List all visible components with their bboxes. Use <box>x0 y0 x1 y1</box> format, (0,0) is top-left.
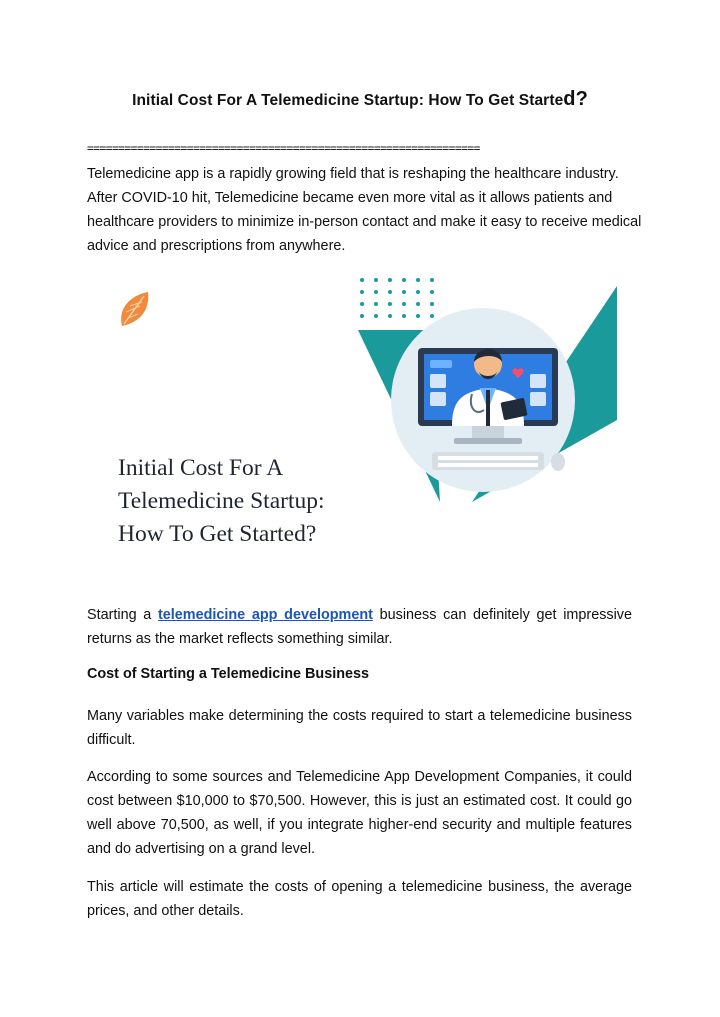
variables-paragraph: Many variables make determining the costs required to start a telemedicine business difficult. <box>87 708 632 748</box>
article-paragraph: This article will estimate the costs of opening a telemedicine business, the average prices, and other details. <box>87 879 632 919</box>
separator-line: =============================================================== <box>87 142 480 155</box>
hero-title-line-2: Telemedicine Startup: <box>118 488 325 514</box>
starting-text-after: business can definitely get impressive returns as the market reflects something similar. <box>87 607 632 647</box>
title-text: Initial Cost For A Telemedicine Startup: How To Get Starte <box>132 92 564 109</box>
leaf-icon <box>121 292 148 326</box>
hero-title-line-3: How To Get Started? <box>118 521 317 547</box>
section-heading: Cost of Starting a Telemedicine Business <box>87 666 370 682</box>
telemedicine-app-development-link[interactable]: telemedicine app development <box>158 607 373 623</box>
intro-paragraph: Telemedicine app is a rapidly growing field that is reshaping the healthcare industry. After COVID-10 hit, Telemedicine became even more vital as it allows patients and healthcare providers to minimize in-person contact and make it easy to receive medical advice and prescriptions from anywhere. <box>87 166 642 254</box>
starting-paragraph <box>87 603 632 651</box>
document-title <box>0 88 720 111</box>
hero-title-line-1: Initial Cost For A <box>118 455 284 481</box>
according-paragraph: According to some sources and Telemedicine App Development Companies, it could cost between $10,000 to $70,500. However, this is just an estimated cost. It could go well above 70,500, as well, if you integrate higher-end security and multiple features and do advertising on a grand level. <box>87 769 632 857</box>
starting-text-before: Starting a <box>87 607 158 623</box>
dot-grid <box>360 278 434 318</box>
title-tail: d? <box>563 88 588 110</box>
hero-title <box>118 452 418 551</box>
